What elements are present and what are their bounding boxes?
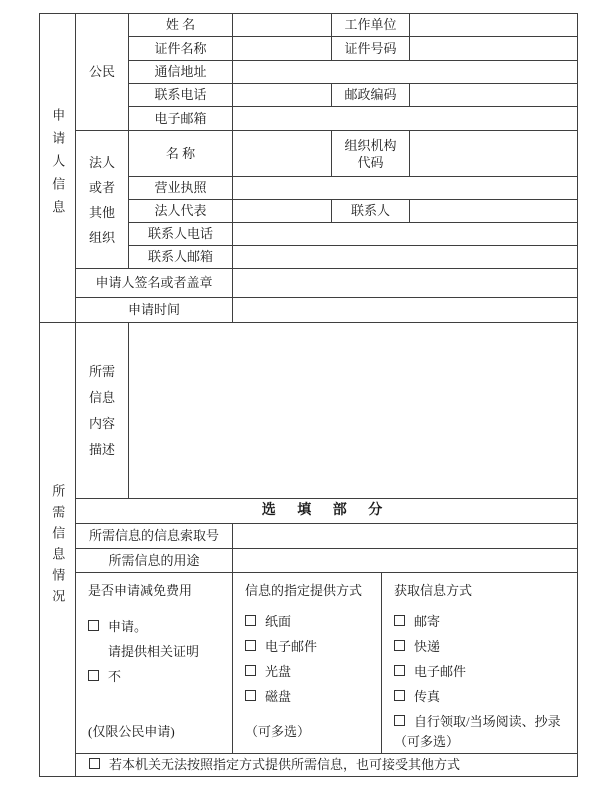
contact-email-input-cell[interactable] — [233, 246, 578, 269]
id-no-input-cell[interactable] — [410, 37, 578, 61]
provide-method-column — [233, 573, 382, 754]
description-input-cell[interactable] — [129, 323, 578, 499]
checkbox-icon[interactable] — [394, 665, 405, 676]
fee-apply-note: 请提供相关证明 — [108, 644, 200, 659]
citizen-group-label: 公民 — [88, 64, 115, 80]
license-label: 营业执照 — [129, 177, 233, 200]
email-input-cell[interactable] — [233, 107, 578, 131]
group-citizen — [76, 14, 129, 131]
name-input-cell[interactable] — [233, 14, 332, 37]
group-organization — [76, 131, 129, 269]
fee-option-apply[interactable]: 申请。 — [88, 614, 224, 639]
signature-label: 申请人签名或者盖章 — [76, 269, 233, 298]
section-applicant-info — [40, 14, 76, 323]
email-label: 电子邮箱 — [129, 107, 233, 131]
phone-input-cell[interactable] — [233, 84, 332, 107]
description-label: 所需 信息 内容 描述 — [76, 323, 129, 499]
provide-method-header: 信息的指定提供方式 — [245, 583, 363, 598]
provide-option-disk[interactable]: 磁盘 — [245, 684, 373, 709]
checkbox-icon[interactable] — [88, 620, 99, 631]
obtain-option-express[interactable]: 快递 — [394, 634, 569, 659]
obtain-method-column — [382, 573, 578, 754]
fee-option-no[interactable]: 不 — [88, 664, 224, 689]
optional-section-header: 选 填 部 分 — [76, 499, 578, 524]
id-no-label: 证件号码 — [332, 37, 410, 61]
provide-option-paper[interactable]: 纸面 — [245, 609, 373, 634]
contact-label: 联系人 — [332, 200, 410, 223]
fallback-option-row[interactable]: 若本机关无法按照指定方式提供所需信息，也可接受其他方式 — [76, 754, 578, 777]
org-code-label: 组织机构 代码 — [332, 131, 410, 177]
fee-footnote: (仅限公民申请) — [88, 724, 175, 739]
employer-label: 工作单位 — [332, 14, 410, 37]
id-name-label: 证件名称 — [129, 37, 233, 61]
contact-email-label: 联系人邮箱 — [129, 246, 233, 269]
obtain-method-header: 获取信息方式 — [394, 583, 473, 598]
obtain-option-mail[interactable]: 邮寄 — [394, 609, 569, 634]
obtain-option-self-pickup[interactable]: 自行领取/当场阅读、抄录 — [394, 709, 569, 734]
legal-rep-label: 法人代表 — [129, 200, 233, 223]
org-group-label-line: 法人 — [88, 154, 115, 170]
org-name-label: 名 称 — [129, 131, 233, 177]
index-no-label: 所需信息的信息索取号 — [76, 524, 233, 549]
checkbox-icon[interactable] — [245, 665, 256, 676]
checkbox-icon[interactable] — [245, 690, 256, 701]
checkbox-icon[interactable] — [394, 640, 405, 651]
org-group-label-line: 组织 — [88, 229, 115, 245]
employer-input-cell[interactable] — [410, 14, 578, 37]
obtain-option-email[interactable]: 电子邮件 — [394, 659, 569, 684]
checkbox-icon[interactable] — [245, 640, 256, 651]
checkbox-icon[interactable] — [394, 690, 405, 701]
provide-footnote: （可多选） — [245, 724, 311, 739]
purpose-input-cell[interactable] — [233, 549, 578, 573]
needed-info-side-label: 所需信息情况 — [50, 484, 66, 611]
provide-option-cd[interactable]: 光盘 — [245, 659, 373, 684]
provide-option-email[interactable]: 电子邮件 — [245, 634, 373, 659]
org-group-label-line: 其他 — [88, 204, 115, 220]
license-input-cell[interactable] — [233, 177, 578, 200]
checkbox-icon[interactable] — [89, 758, 100, 769]
fee-waiver-header: 是否申请减免费用 — [88, 583, 193, 598]
org-group-label-line: 或者 — [88, 179, 115, 195]
index-no-input-cell[interactable] — [233, 524, 578, 549]
apply-time-label: 申请时间 — [76, 298, 233, 323]
checkbox-icon[interactable] — [245, 615, 256, 626]
obtain-footnote: （可多选） — [394, 734, 460, 749]
legal-rep-input-cell[interactable] — [233, 200, 332, 223]
obtain-option-fax[interactable]: 传真 — [394, 684, 569, 709]
fee-waiver-column — [76, 573, 233, 754]
contact-phone-label: 联系人电话 — [129, 223, 233, 246]
address-input-cell[interactable] — [233, 61, 578, 84]
section-needed-info — [40, 323, 76, 777]
applicant-info-side-label: 申请人信息 — [50, 108, 66, 224]
contact-input-cell[interactable] — [410, 200, 578, 223]
address-label: 通信地址 — [129, 61, 233, 84]
purpose-label: 所需信息的用途 — [76, 549, 233, 573]
checkbox-icon[interactable] — [394, 615, 405, 626]
org-code-input-cell[interactable] — [410, 131, 578, 177]
id-name-input-cell[interactable] — [233, 37, 332, 61]
postcode-input-cell[interactable] — [410, 84, 578, 107]
apply-time-input-cell[interactable] — [233, 298, 578, 323]
postcode-label: 邮政编码 — [332, 84, 410, 107]
contact-phone-input-cell[interactable] — [233, 223, 578, 246]
checkbox-icon[interactable] — [88, 670, 99, 681]
phone-label: 联系电话 — [129, 84, 233, 107]
name-label: 姓 名 — [129, 14, 233, 37]
signature-input-cell[interactable] — [233, 269, 578, 298]
application-form-table — [39, 13, 578, 777]
org-name-input-cell[interactable] — [233, 131, 332, 177]
checkbox-icon[interactable] — [394, 715, 405, 726]
